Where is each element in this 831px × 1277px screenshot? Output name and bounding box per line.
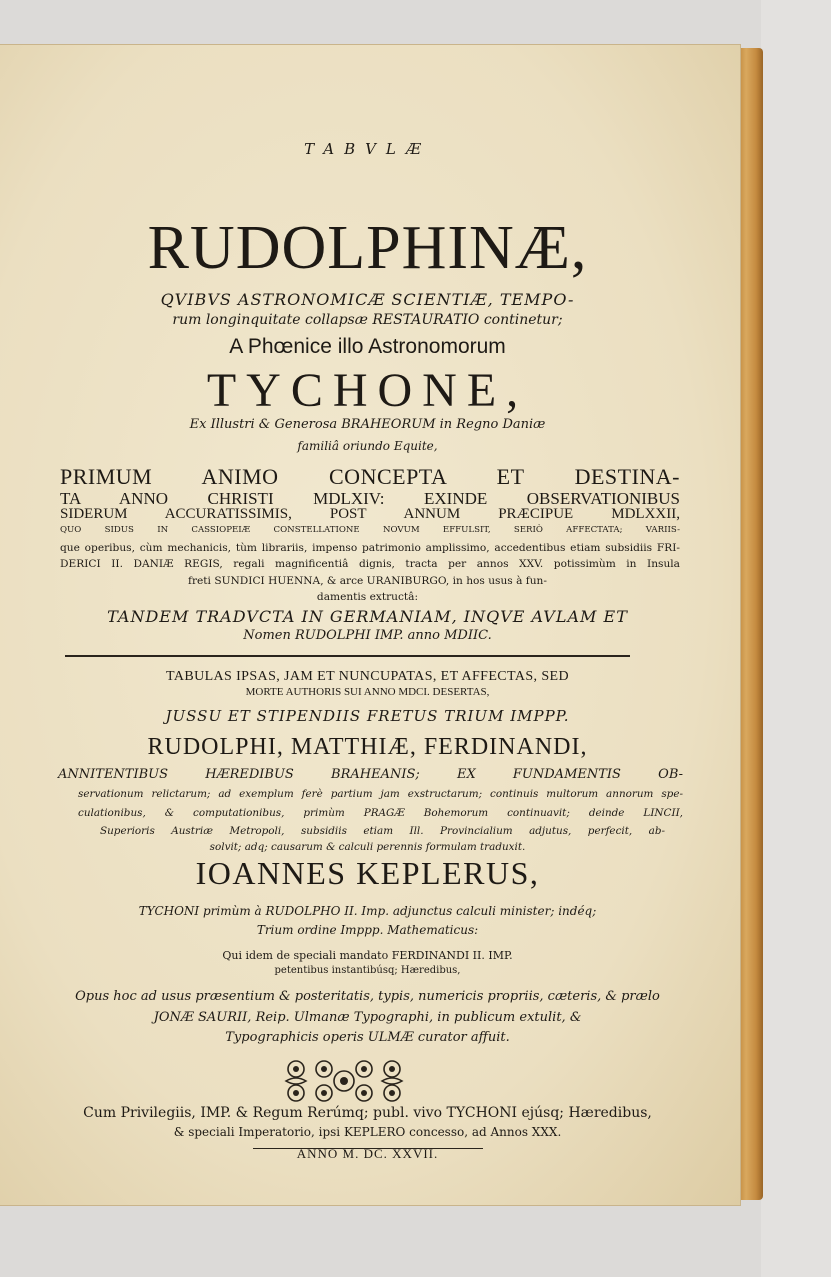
line-jussu: JUSSU ET STIPENDIIS FRETUS TRIUM IMPPP.: [165, 707, 570, 725]
line-jonae: JONÆ SAURII, Reip. Ulmanæ Typographi, in publicum extulit, &: [153, 1010, 582, 1025]
line-tandem: TANDEM TRADVCTA IN GERMANIAM, INQVE AVLAM ET: [107, 607, 628, 626]
heading-rudolphinae: RUDOLPHINÆ,: [147, 214, 588, 282]
line-typographicis: Typographicis operis ULMÆ curator affuit.: [225, 1030, 510, 1045]
line-quo-sidus: QUO SIDUS IN CASSIOPEIÆ CONSTELLATIONE NOVUM EFFULSIT, SERIÒ AFFECTATA; VARIIS-: [60, 525, 680, 535]
background-right: [761, 0, 831, 1277]
line-tychoni: TYCHONI primùm à RUDOLPHO II. Imp. adjunctus calculi minister; indéq;: [138, 904, 597, 918]
line-privilegiis: Cum Privilegiis, IMP. & Regum Rerúmq; publ. vivo TYCHONI ejúsq; Hæredibus,: [83, 1105, 652, 1121]
line-siderum: SIDERUM ACCURATISSIMIS, POST ANNUM PRÆCIPUE MDLXXII,: [60, 506, 680, 522]
line-solvit: solvit; adq; causarum & calculi perennis formulam traduxit.: [209, 841, 526, 853]
line-nomen: Nomen RUDOLPHI IMP. anno MDIIC.: [243, 628, 492, 643]
line-morte: MORTE AUTHORIS SUI ANNO MDCI. DESERTAS,: [245, 686, 490, 698]
line-qui-idem: Qui idem de speciali mandato FERDINANDI II. IMP.: [222, 949, 513, 962]
line-rum: rum longinquitate collapsæ RESTAURATIO continetur;: [172, 312, 563, 328]
line-annitentibus: ANNITENTIBUS HÆREDIBUS BRAHEANIS; EX FUNDAMENTIS OB-: [58, 767, 683, 782]
line-damentis: damentis extructâ:: [316, 591, 419, 603]
heading-tychone: TYCHONE,: [206, 364, 529, 417]
line-primum: PRIMUM ANIMO CONCEPTA ET DESTINA-: [60, 464, 680, 489]
line-culationibus: culationibus, & computationibus, primùm PRAGÆ Bohemorum continuavit; deinde LINCII,: [78, 807, 683, 819]
line-freti: freti SUNDICI HUENNA, & arce URANIBURGO, in hos usus à fun-: [188, 575, 547, 587]
line-familia: familiâ oriundo Equite,: [297, 439, 438, 453]
line-ta-anno: TA ANNO CHRISTI MDLXIV: EXINDE OBSERVATIONIBUS: [60, 489, 680, 508]
line-rudolphi-matthiae-ferdinandi: RUDOLPHI, MATTHIÆ, FERDINANDI,: [147, 734, 588, 760]
line-superioris: Superioris Austriæ Metropoli, subsidiis etiam Ill. Provincialium adjutus, perfecit, ab-: [100, 825, 665, 837]
imprint-date: ANNO M. DC. XXVII.: [296, 1146, 439, 1161]
line-trium: Trium ordine Imppp. Mathematicus:: [256, 923, 479, 937]
heading-tabulae: TABVLÆ: [304, 140, 431, 158]
title-page: [0, 45, 740, 1205]
printer-ornament-icon: [282, 1057, 406, 1105]
line-quibus: QVIBVS ASTRONOMICÆ SCIENTIÆ, TEMPO-: [160, 290, 575, 309]
line-servationum: servationum relictarum; ad exemplum ferè partium jam exstructarum; continuis multorum annorum spe-: [78, 788, 683, 800]
heading-ioannes-keplerus: IOANNES KEPLERUS,: [195, 855, 540, 891]
line-que-operibus: que operibus, cùm mechanicis, tùm librariis, impenso patrimonio amplissimo, accedentibus etiam subsidiis FRI-: [60, 542, 680, 554]
line-opus: Opus hoc ad usus præsentium & posteritatis, typis, numericis propriis, cæteris, & prælo: [75, 989, 660, 1004]
horizontal-rule: [65, 655, 630, 657]
line-speciali: & speciali Imperatorio, ipsi KEPLERO concesso, ad Annos XXX.: [173, 1125, 562, 1139]
line-ex-illustri: Ex Illustri & Generosa BRAHEORUM in Regno Daniæ: [189, 417, 546, 432]
line-tabulas: TABULAS IPSAS, JAM ET NUNCUPATAS, ET AFFECTAS, SED: [165, 669, 570, 684]
line-derici: DERICI II. DANIÆ REGIS, regali magnificentiâ dignis, tracta per annos XXV. potissimùm in Insula: [60, 558, 680, 570]
line-phoenice: A Phœnice illo Astronomorum: [229, 335, 506, 358]
line-petentibus: petentibus instantibúsq; Hæredibus,: [274, 965, 461, 976]
